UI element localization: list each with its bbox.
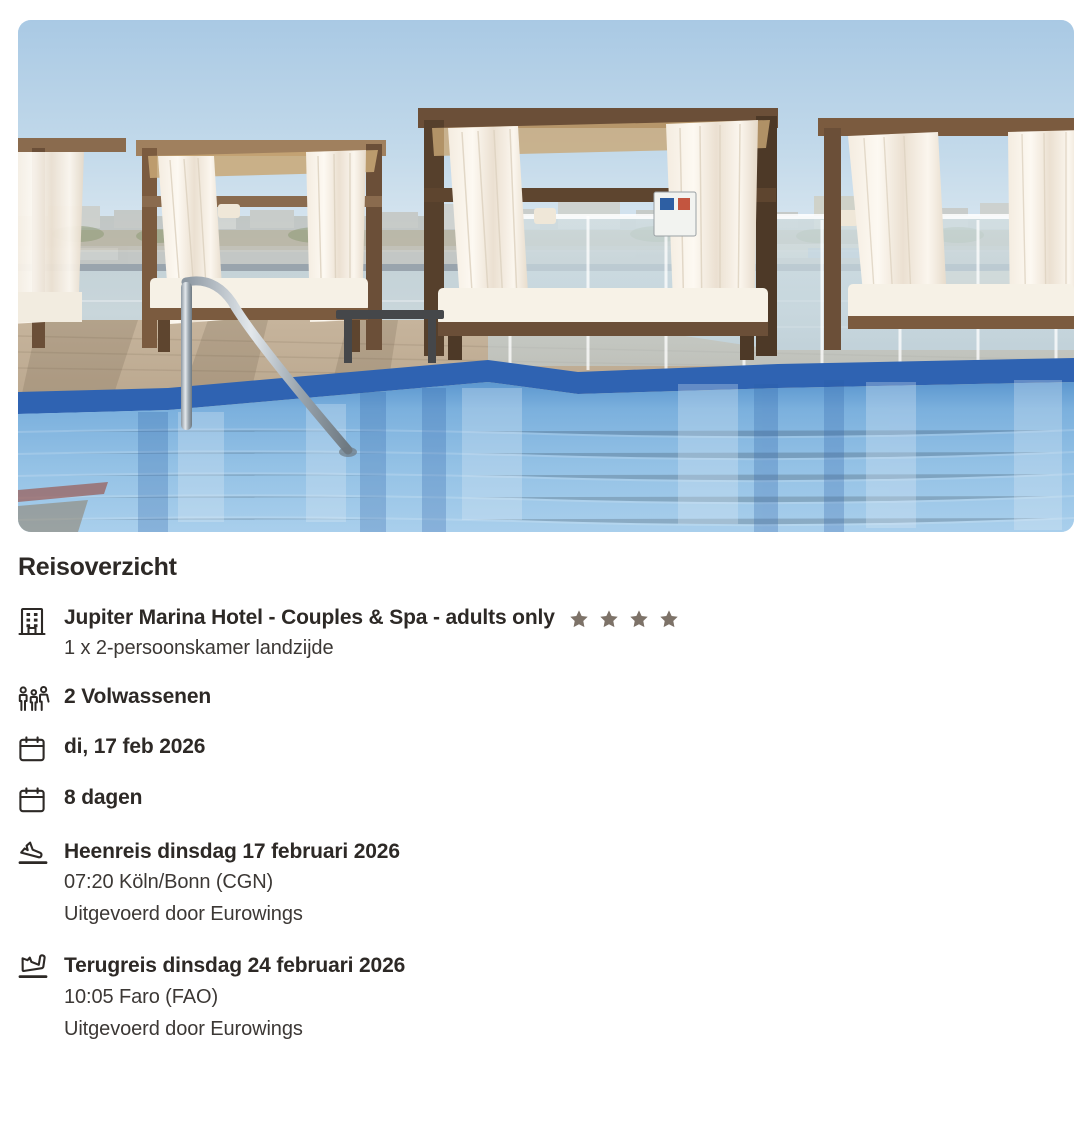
departure-date: di, 17 feb 2026 (64, 734, 206, 758)
duration-details (64, 784, 1074, 812)
family-icon (18, 683, 64, 713)
overview-row-guests (18, 683, 1074, 713)
star-icon (658, 608, 680, 630)
overview-row-departure-date (18, 733, 1074, 763)
return-flight-carrier: Uitgevoerd door Eurowings (64, 1017, 303, 1040)
star-icon (628, 608, 650, 630)
calendar-icon (18, 733, 64, 763)
hotel-star-rating (568, 608, 680, 630)
plane-landing-icon (18, 952, 64, 982)
guests-details (64, 683, 1074, 711)
room-description: 1 x 2-persoonskamer landzijde (64, 637, 334, 660)
page-title: Reisoverzicht (18, 553, 177, 581)
overview-row-hotel (18, 604, 1074, 665)
star-icon (568, 608, 590, 630)
outbound-flight-title: Heenreis dinsdag 17 februari 2026 (64, 839, 400, 863)
trip-duration: 8 dagen (64, 785, 143, 809)
overview-section (18, 552, 1074, 1045)
outbound-flight-details (64, 838, 1074, 931)
hotel-pool-photo (18, 20, 1074, 532)
return-flight-title: Terugreis dinsdag 24 februari 2026 (64, 954, 406, 978)
return-flight-departure: 10:05 Faro (FAO) (64, 985, 219, 1008)
hotel-name: Jupiter Marina Hotel - Couples & Spa - adults only (64, 606, 555, 629)
star-icon (598, 608, 620, 630)
outbound-flight-departure: 07:20 Köln/Bonn (CGN) (64, 870, 274, 893)
overview-row-return-flight (18, 952, 1074, 1045)
outbound-flight-carrier: Uitgevoerd door Eurowings (64, 903, 303, 926)
overview-row-outbound-flight (18, 838, 1074, 931)
calendar-icon (18, 784, 64, 814)
hotel-pool-illustration (18, 20, 1074, 532)
hotel-name-line (64, 604, 1074, 632)
departure-date-details (64, 733, 1074, 761)
plane-takeoff-icon (18, 838, 64, 868)
overview-row-duration (18, 784, 1074, 814)
hotel-details (64, 604, 1074, 665)
guests-count: 2 Volwassenen (64, 684, 212, 708)
return-flight-details (64, 952, 1074, 1045)
building-icon (18, 604, 64, 634)
